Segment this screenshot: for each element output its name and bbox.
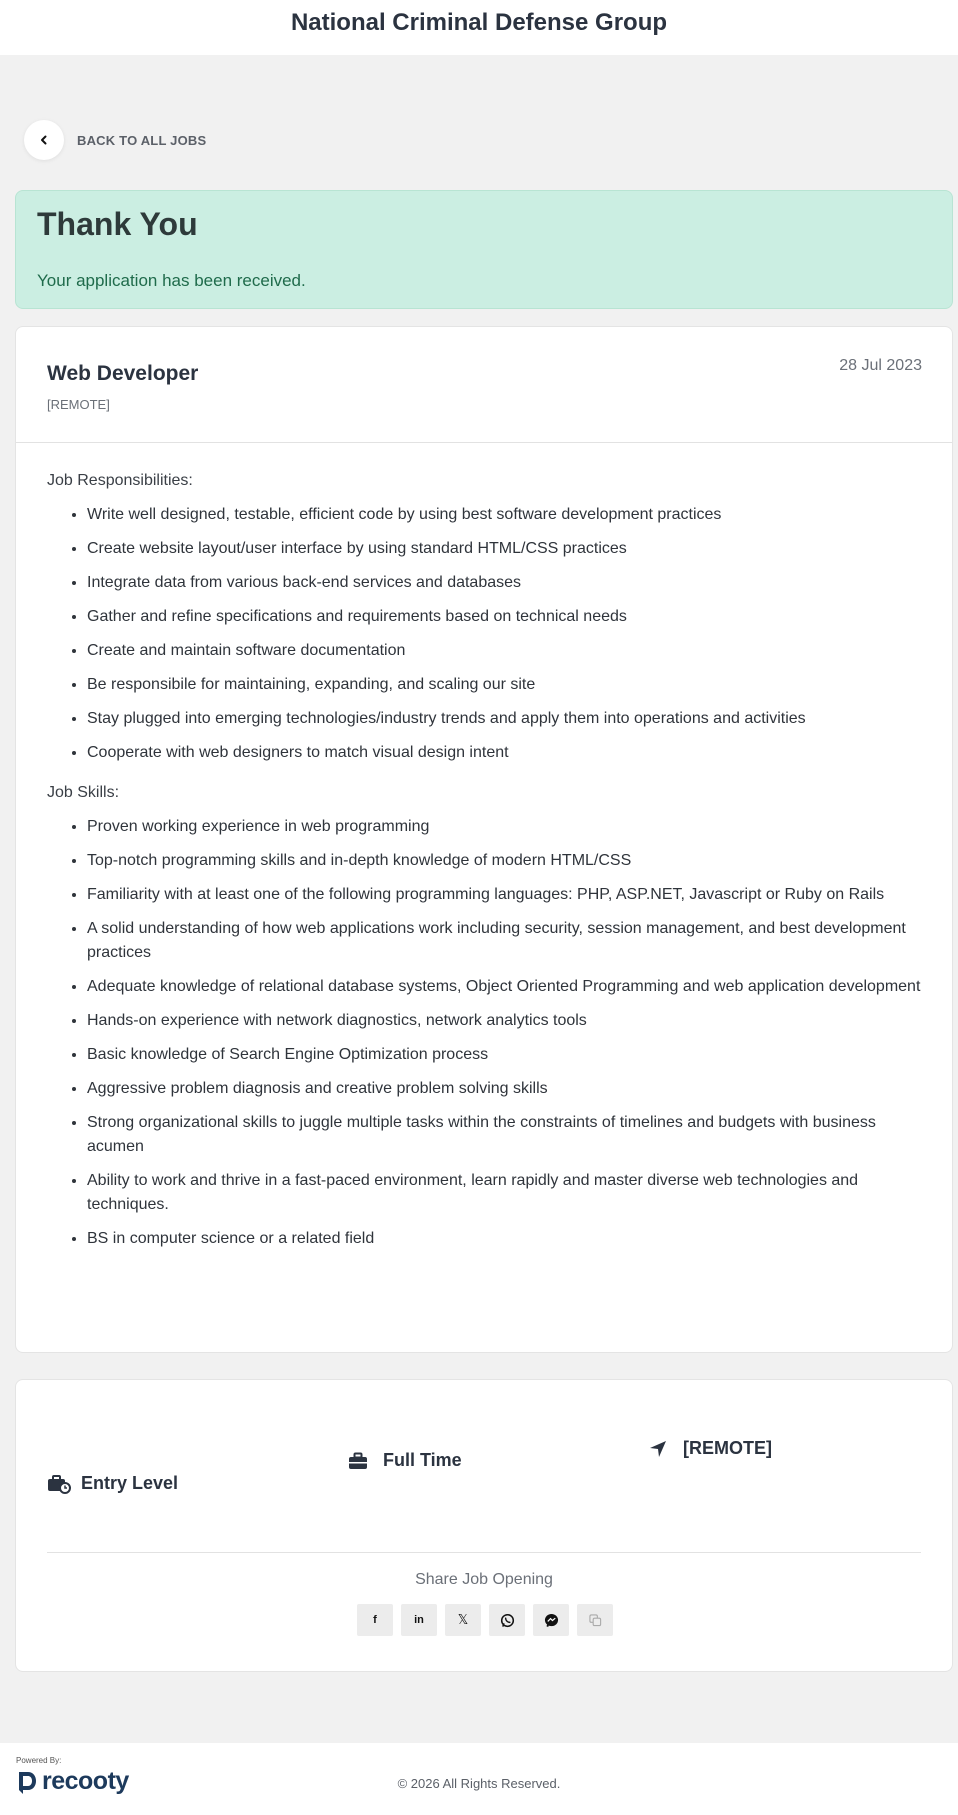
list-item: • Gather and refine specifications and requirements based on technical needs — [87, 605, 921, 629]
list-item: • Strong organizational skills to juggle multiple tasks within the constraints of timelines and budgets with business acumen — [87, 1111, 921, 1159]
list-item: • Proven working experience in web programming — [87, 815, 921, 839]
copy-link-button[interactable] — [577, 1604, 613, 1636]
list-item: • Write well designed, testable, efficient code by using best software development practices — [87, 503, 921, 527]
back-label[interactable]: BACK TO ALL JOBS — [77, 132, 207, 148]
share-buttons — [357, 1604, 613, 1636]
site-header — [0, 0, 958, 55]
divider — [47, 1552, 921, 1553]
alert-message: Your application has been received. — [37, 271, 306, 290]
job-description — [16, 443, 952, 1251]
list-item: • Be responsibile for maintaining, expanding, and scaling our site — [87, 673, 921, 697]
location-label: [REMOTE] — [683, 1438, 772, 1458]
job-location: [REMOTE] — [47, 397, 110, 412]
employment-type-label: Full Time — [383, 1450, 462, 1470]
list-item: • Stay plugged into emerging technologies/industry trends and apply them into operations and activities — [87, 707, 921, 731]
experience-level-label: Entry Level — [81, 1473, 179, 1493]
copy-icon — [589, 1614, 602, 1627]
skills-list — [47, 815, 921, 1251]
chevron-left-icon — [38, 134, 50, 146]
facebook-share-button[interactable] — [357, 1604, 393, 1636]
copyright: © 2026 All Rights Reserved. — [397, 1776, 561, 1791]
job-title: Web Developer — [47, 362, 199, 385]
facebook-icon: f — [373, 1614, 377, 1626]
site-footer — [0, 1743, 958, 1815]
x-icon: 𝕏 — [457, 1612, 469, 1627]
briefcase-clock-icon — [47, 1474, 71, 1494]
list-item: • BS in computer science or a related field — [87, 1227, 921, 1251]
back-button[interactable] — [24, 120, 64, 160]
list-item: • Aggressive problem diagnosis and creative problem solving skills — [87, 1077, 921, 1101]
list-item: • Hands-on experience with network diagnostics, network analytics tools — [87, 1009, 921, 1033]
job-location-meta — [648, 1438, 772, 1459]
linkedin-icon: in — [414, 1614, 424, 1626]
whatsapp-share-button[interactable] — [489, 1604, 525, 1636]
company-name: National Criminal Defense Group — [290, 9, 668, 36]
whatsapp-icon — [500, 1613, 515, 1628]
list-item: • Familiarity with at least one of the following programming languages: PHP, ASP.NET, Javascript or Ruby on Rails — [87, 883, 921, 907]
messenger-share-button[interactable] — [533, 1604, 569, 1636]
success-alert — [15, 190, 953, 309]
list-item: • Cooperate with web designers to match visual design intent — [87, 741, 921, 765]
list-item: • Top-notch programming skills and in-depth knowledge of modern HTML/CSS — [87, 849, 921, 873]
job-posted-date: 28 Jul 2023 — [839, 357, 922, 374]
powered-by-label: Powered By: — [16, 1756, 62, 1765]
job-meta-card — [15, 1379, 953, 1672]
list-item: • Create and maintain software documentation — [87, 639, 921, 663]
job-details-card — [15, 326, 953, 1353]
job-header — [16, 327, 952, 443]
responsibilities-title: Job Responsibilities: — [47, 472, 193, 489]
responsibilities-list — [47, 503, 921, 765]
experience-level — [47, 1473, 178, 1494]
briefcase-icon — [348, 1452, 368, 1470]
back-to-jobs-link[interactable] — [24, 120, 206, 160]
list-item: • Create website layout/user interface by using standard HTML/CSS practices — [87, 537, 921, 561]
list-item: • Integrate data from various back-end services and databases — [87, 571, 921, 595]
x-share-button[interactable] — [445, 1604, 481, 1636]
employment-type — [348, 1450, 462, 1471]
linkedin-share-button[interactable] — [401, 1604, 437, 1636]
messenger-icon — [544, 1613, 559, 1628]
skills-title: Job Skills: — [47, 784, 120, 801]
brand-name: recooty — [42, 1767, 129, 1795]
alert-title: Thank You — [37, 206, 198, 242]
list-item: • Ability to work and thrive in a fast-paced environment, learn rapidly and master diverse web technologies and techniques. — [87, 1169, 921, 1217]
list-item: • Basic knowledge of Search Engine Optimization process — [87, 1043, 921, 1067]
list-item: • Adequate knowledge of relational database systems, Object Oriented Programming and web application development — [87, 975, 921, 999]
share-title: Share Job Opening — [415, 1571, 553, 1588]
list-item: • A solid understanding of how web applications work including security, session management, and best development practices — [87, 917, 921, 965]
location-arrow-icon — [648, 1439, 668, 1459]
